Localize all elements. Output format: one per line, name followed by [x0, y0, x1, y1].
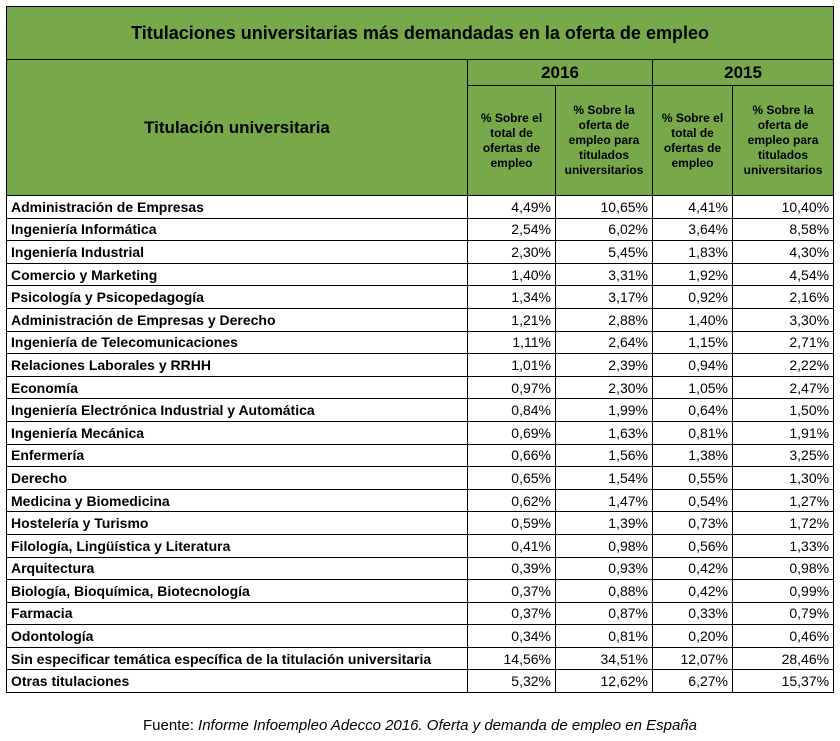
table-row [7, 399, 834, 422]
table-title: Titulaciones universitarias más demandadas en la oferta de empleo [7, 7, 834, 60]
row-label: Medicina y Biomedicina [7, 489, 468, 512]
row-label: Economía [7, 376, 468, 399]
value-cell: 0,62% [468, 489, 556, 512]
value-cell: 0,65% [468, 467, 556, 490]
value-cell: 1,72% [733, 512, 834, 535]
value-cell: 3,30% [733, 308, 834, 331]
value-cell: 0,79% [733, 602, 834, 625]
value-cell: 1,40% [468, 263, 556, 286]
table-row [7, 602, 834, 625]
row-label: Administración de Empresas [7, 196, 468, 219]
value-cell: 0,37% [468, 580, 556, 603]
year-header-2016: 2016 [468, 60, 653, 86]
table-row [7, 331, 834, 354]
data-table-container [6, 6, 833, 693]
row-label: Derecho [7, 467, 468, 490]
value-cell: 0,64% [653, 399, 733, 422]
row-label: Sin especificar temática específica de la titulación universitaria [7, 647, 468, 670]
value-cell: 3,64% [653, 218, 733, 241]
value-cell: 3,25% [733, 444, 834, 467]
value-cell: 4,54% [733, 263, 834, 286]
value-cell: 2,64% [556, 331, 653, 354]
value-cell: 0,93% [556, 557, 653, 580]
value-cell: 8,58% [733, 218, 834, 241]
value-cell: 0,42% [653, 557, 733, 580]
row-label: Administración de Empresas y Derecho [7, 308, 468, 331]
value-cell: 1,54% [556, 467, 653, 490]
value-cell: 1,99% [556, 399, 653, 422]
row-label: Enfermería [7, 444, 468, 467]
source-note [0, 717, 840, 734]
subheader-total-2015: % Sobre el total de ofertas de empleo [653, 86, 733, 196]
row-label: Arquitectura [7, 557, 468, 580]
value-cell: 1,30% [733, 467, 834, 490]
value-cell: 0,66% [468, 444, 556, 467]
value-cell: 0,98% [733, 557, 834, 580]
row-label: Ingeniería Electrónica Industrial y Automática [7, 399, 468, 422]
value-cell: 1,56% [556, 444, 653, 467]
value-cell: 1,50% [733, 399, 834, 422]
value-cell: 0,37% [468, 602, 556, 625]
table-row [7, 512, 834, 535]
value-cell: 12,07% [653, 647, 733, 670]
value-cell: 2,22% [733, 354, 834, 377]
value-cell: 1,83% [653, 241, 733, 264]
subheader-univ-2015: % Sobre la oferta de empleo para titulados universitarios [733, 86, 834, 196]
row-label: Ingeniería Mecánica [7, 421, 468, 444]
value-cell: 1,47% [556, 489, 653, 512]
value-cell: 0,34% [468, 625, 556, 648]
value-cell: 0,42% [653, 580, 733, 603]
value-cell: 0,81% [653, 421, 733, 444]
table-row [7, 670, 834, 693]
row-label: Psicología y Psicopedagogía [7, 286, 468, 309]
table-row [7, 263, 834, 286]
table-row [7, 241, 834, 264]
value-cell: 5,32% [468, 670, 556, 693]
table-row [7, 308, 834, 331]
value-cell: 0,98% [556, 534, 653, 557]
value-cell: 1,27% [733, 489, 834, 512]
value-cell: 0,33% [653, 602, 733, 625]
value-cell: 0,59% [468, 512, 556, 535]
value-cell: 0,73% [653, 512, 733, 535]
table-body [7, 196, 834, 693]
table-row [7, 467, 834, 490]
value-cell: 4,30% [733, 241, 834, 264]
value-cell: 10,40% [733, 196, 834, 219]
value-cell: 0,92% [653, 286, 733, 309]
value-cell: 1,92% [653, 263, 733, 286]
value-cell: 3,17% [556, 286, 653, 309]
row-label: Otras titulaciones [7, 670, 468, 693]
value-cell: 6,27% [653, 670, 733, 693]
row-label: Ingeniería Informática [7, 218, 468, 241]
value-cell: 1,63% [556, 421, 653, 444]
value-cell: 1,38% [653, 444, 733, 467]
row-label: Farmacia [7, 602, 468, 625]
value-cell: 3,31% [556, 263, 653, 286]
value-cell: 0,94% [653, 354, 733, 377]
value-cell: 2,54% [468, 218, 556, 241]
row-label: Relaciones Laborales y RRHH [7, 354, 468, 377]
row-label: Ingeniería de Telecomunicaciones [7, 331, 468, 354]
value-cell: 1,33% [733, 534, 834, 557]
table-row [7, 421, 834, 444]
value-cell: 1,15% [653, 331, 733, 354]
value-cell: 1,34% [468, 286, 556, 309]
table-row [7, 647, 834, 670]
value-cell: 2,47% [733, 376, 834, 399]
value-cell: 0,54% [653, 489, 733, 512]
table-row [7, 489, 834, 512]
value-cell: 2,39% [556, 354, 653, 377]
value-cell: 4,41% [653, 196, 733, 219]
table-row [7, 376, 834, 399]
value-cell: 15,37% [733, 670, 834, 693]
value-cell: 0,88% [556, 580, 653, 603]
row-label: Ingeniería Industrial [7, 241, 468, 264]
row-header: Titulación universitaria [7, 60, 468, 196]
value-cell: 10,65% [556, 196, 653, 219]
value-cell: 1,39% [556, 512, 653, 535]
value-cell: 12,62% [556, 670, 653, 693]
value-cell: 0,69% [468, 421, 556, 444]
table-row [7, 354, 834, 377]
value-cell: 2,30% [468, 241, 556, 264]
value-cell: 1,01% [468, 354, 556, 377]
table-row [7, 625, 834, 648]
value-cell: 2,88% [556, 308, 653, 331]
value-cell: 0,81% [556, 625, 653, 648]
value-cell: 0,97% [468, 376, 556, 399]
value-cell: 4,49% [468, 196, 556, 219]
row-label: Filología, Lingüística y Literatura [7, 534, 468, 557]
value-cell: 0,46% [733, 625, 834, 648]
source-prefix: Fuente: [143, 717, 199, 734]
value-cell: 0,41% [468, 534, 556, 557]
value-cell: 2,30% [556, 376, 653, 399]
value-cell: 6,02% [556, 218, 653, 241]
value-cell: 34,51% [556, 647, 653, 670]
table-row [7, 444, 834, 467]
value-cell: 0,20% [653, 625, 733, 648]
value-cell: 0,55% [653, 467, 733, 490]
table-row [7, 557, 834, 580]
value-cell: 1,91% [733, 421, 834, 444]
value-cell: 28,46% [733, 647, 834, 670]
value-cell: 1,40% [653, 308, 733, 331]
year-header-2015: 2015 [653, 60, 834, 86]
value-cell: 1,05% [653, 376, 733, 399]
table-row [7, 580, 834, 603]
value-cell: 14,56% [468, 647, 556, 670]
row-label: Odontología [7, 625, 468, 648]
subheader-total-2016: % Sobre el total de ofertas de empleo [468, 86, 556, 196]
value-cell: 5,45% [556, 241, 653, 264]
value-cell: 0,99% [733, 580, 834, 603]
value-cell: 0,56% [653, 534, 733, 557]
value-cell: 0,87% [556, 602, 653, 625]
data-table [6, 6, 834, 693]
value-cell: 0,84% [468, 399, 556, 422]
value-cell: 2,16% [733, 286, 834, 309]
row-label: Comercio y Marketing [7, 263, 468, 286]
table-row [7, 196, 834, 219]
row-label: Biología, Bioquímica, Biotecnología [7, 580, 468, 603]
table-row [7, 218, 834, 241]
value-cell: 1,11% [468, 331, 556, 354]
row-label: Hostelería y Turismo [7, 512, 468, 535]
source-text: Informe Infoempleo Adecco 2016. Oferta y demanda de empleo en España [198, 717, 697, 734]
value-cell: 0,39% [468, 557, 556, 580]
value-cell: 1,21% [468, 308, 556, 331]
subheader-univ-2016: % Sobre la oferta de empleo para titulados universitarios [556, 86, 653, 196]
value-cell: 2,71% [733, 331, 834, 354]
table-row [7, 534, 834, 557]
table-row [7, 286, 834, 309]
